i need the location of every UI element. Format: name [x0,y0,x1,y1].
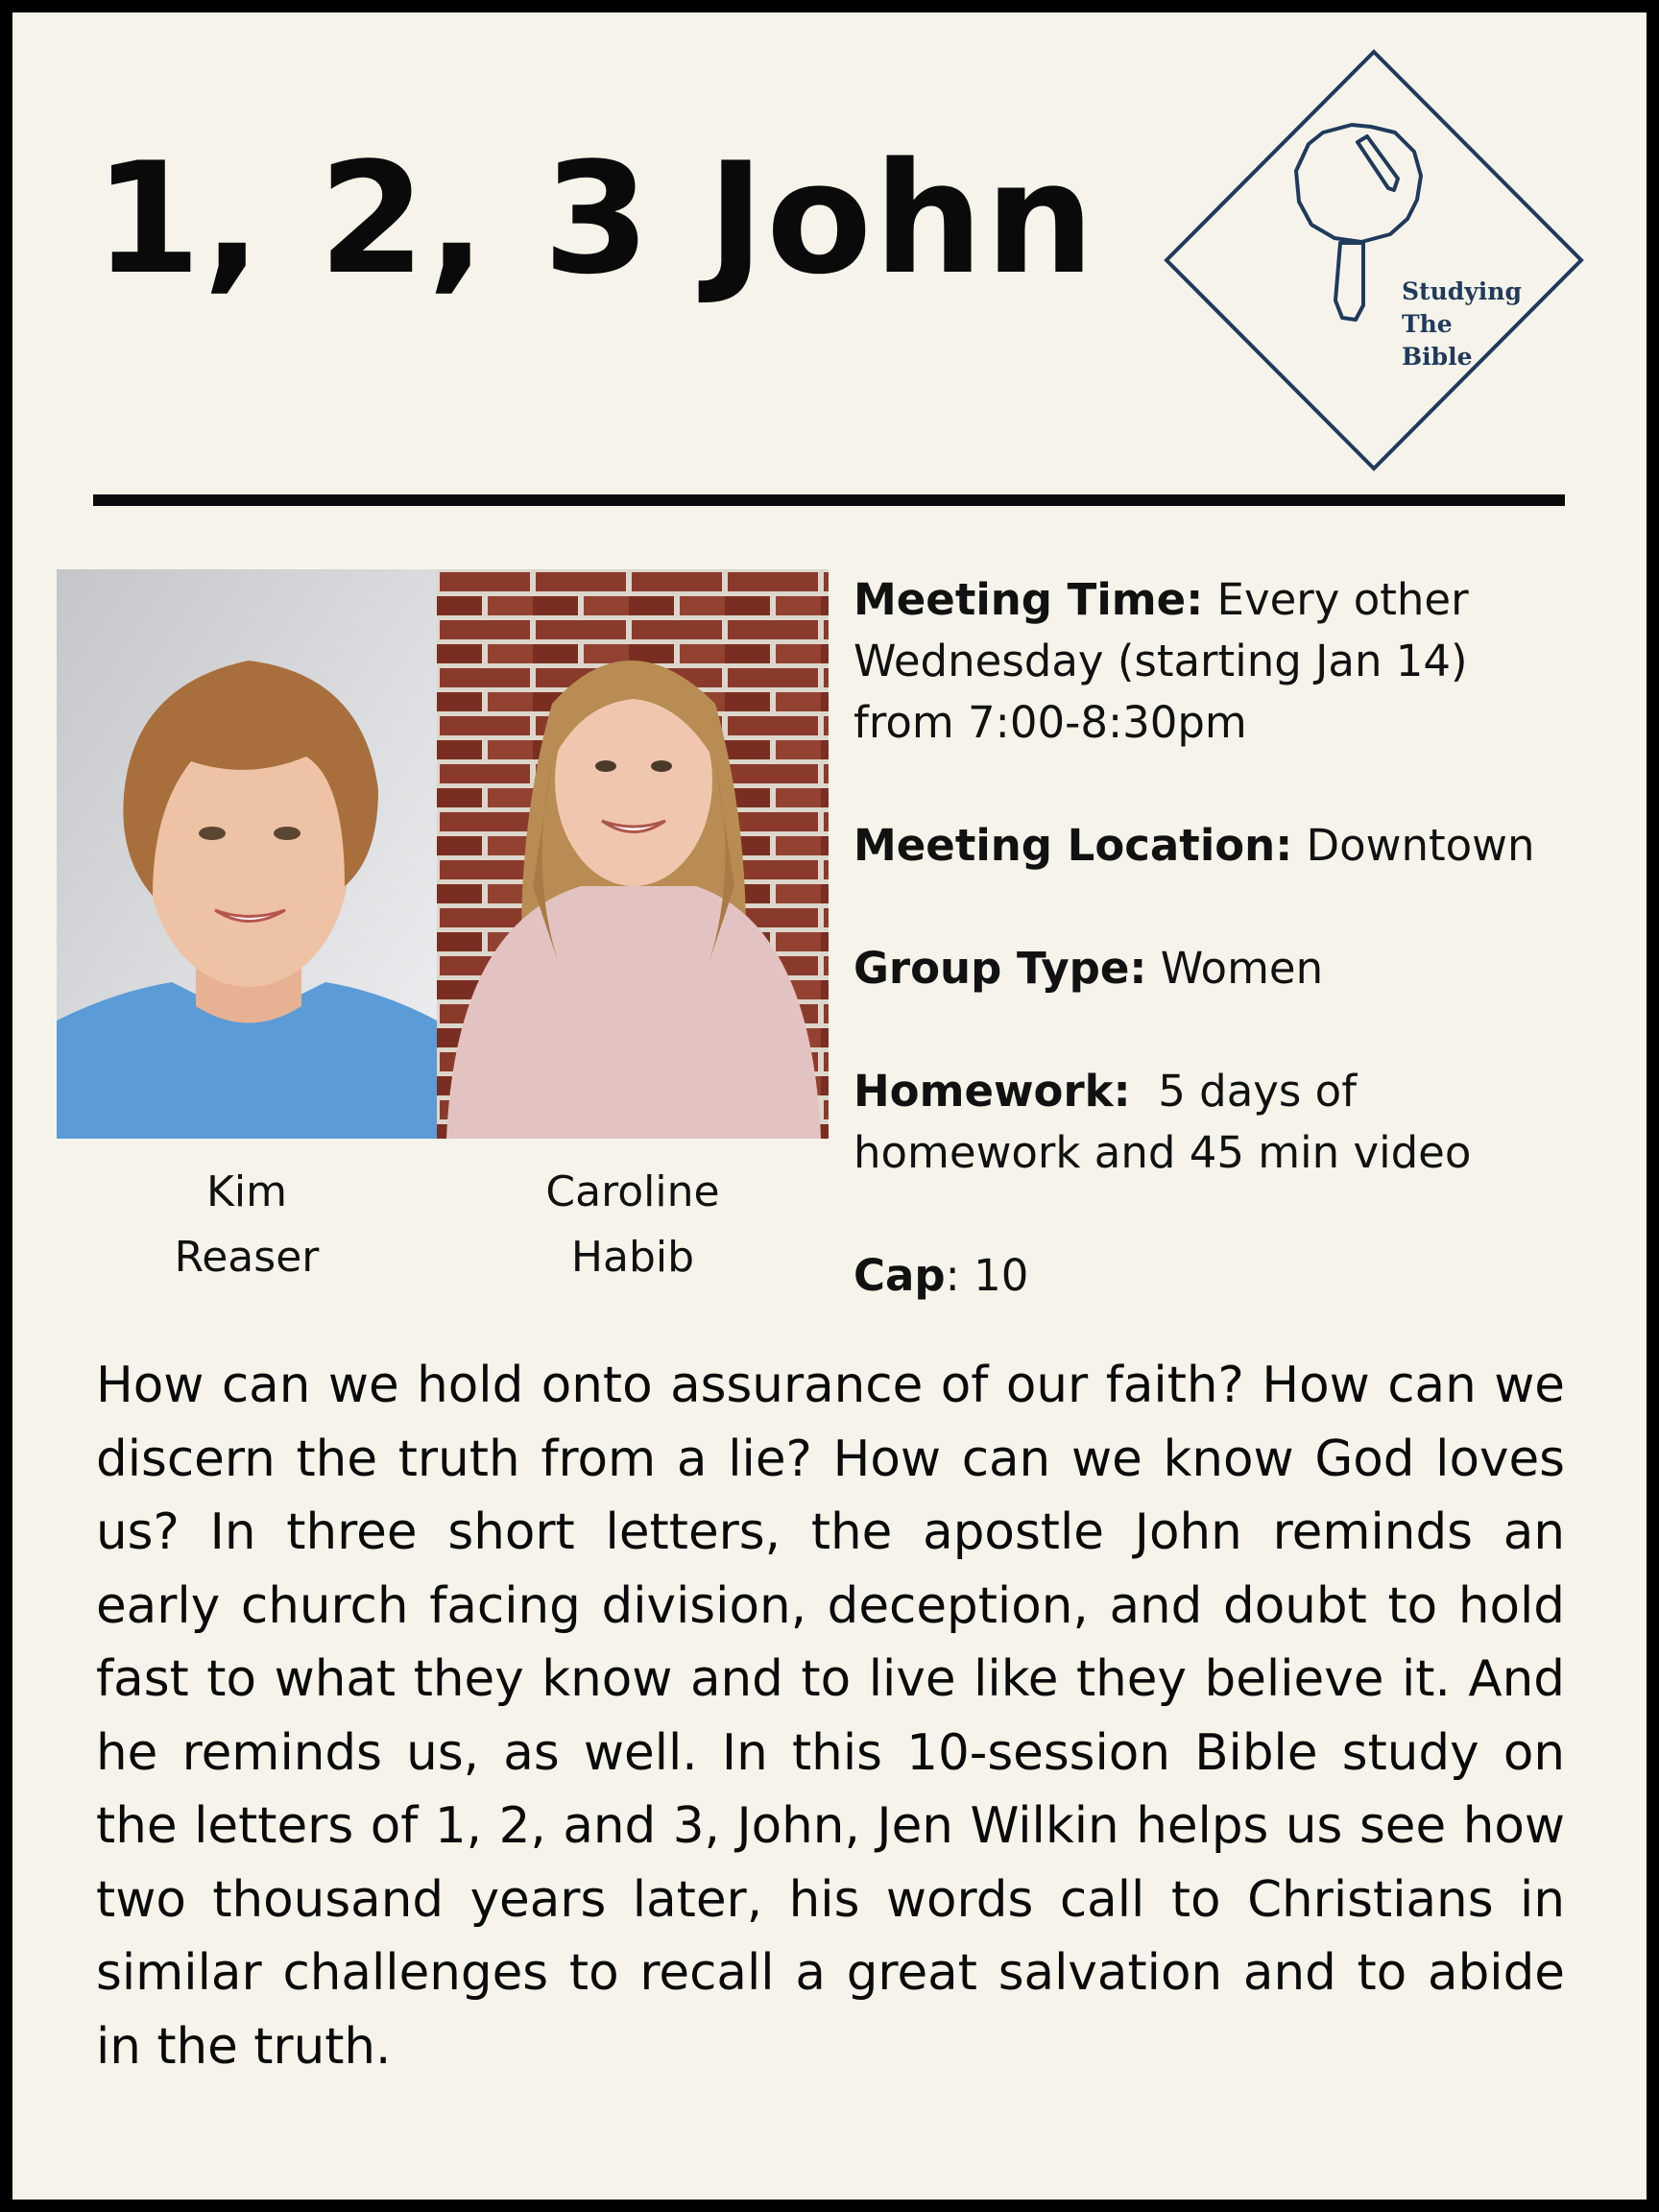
meeting-location-value: Downtown [1292,820,1535,871]
studying-the-bible-logo [1160,46,1588,474]
flyer-page [12,12,1647,2200]
homework-value: 5 days of [1130,1066,1358,1117]
homework-value-line2: homework and 45 min video [854,1127,1472,1178]
logo-text-studying: Studying [1402,277,1522,305]
cap-info [854,1245,1622,1307]
meeting-time-value: Every other [1203,574,1469,625]
meeting-location-info [854,815,1622,877]
leader-caption-caroline [437,1160,829,1290]
cap-label: Cap [854,1250,946,1301]
page-title: 1, 2, 3 John [94,129,1096,308]
meeting-location-label: Meeting Location: [854,820,1293,871]
group-type-info [854,938,1622,999]
homework-info [854,1061,1622,1184]
leader-first-name: Caroline [545,1167,720,1216]
meeting-time-info [854,569,1622,754]
logo-text-the: The [1402,310,1453,338]
leader-first-name: Kim [206,1167,287,1216]
group-type-value: Women [1146,943,1324,994]
leader-last-name: Habib [570,1233,695,1282]
caroline-habib-photo [437,569,829,1139]
homework-label: Homework: [854,1066,1131,1117]
leader-caption-kim [57,1160,437,1290]
meeting-time-label: Meeting Time: [854,574,1204,625]
meeting-time-value-line2: Wednesday (starting Jan 14) [854,636,1468,686]
logo-text-bible: Bible [1402,343,1473,371]
kim-reaser-photo [57,569,437,1139]
meeting-time-value-line3: from 7:00-8:30pm [854,697,1247,748]
group-type-label: Group Type: [854,943,1147,994]
leader-last-name: Reaser [174,1233,320,1282]
divider-rule [93,494,1565,506]
study-description: How can we hold onto assurance of our faith? How can we discern the truth from a lie? How can we know God loves us? In three short letters, the apostle John reminds an early church facing division, deception, and doubt to hold fast to what they know and to live like they believe it. And he reminds us, as well. In this 10-session Bible study on the letters of 1, 2, and 3, John, Jen Wilkin helps us see how two thousand years later, his words call to Christians in similar challenges to recall a great salvation and to abide in the truth. [96,1357,1565,2076]
cap-value: : 10 [945,1250,1029,1301]
